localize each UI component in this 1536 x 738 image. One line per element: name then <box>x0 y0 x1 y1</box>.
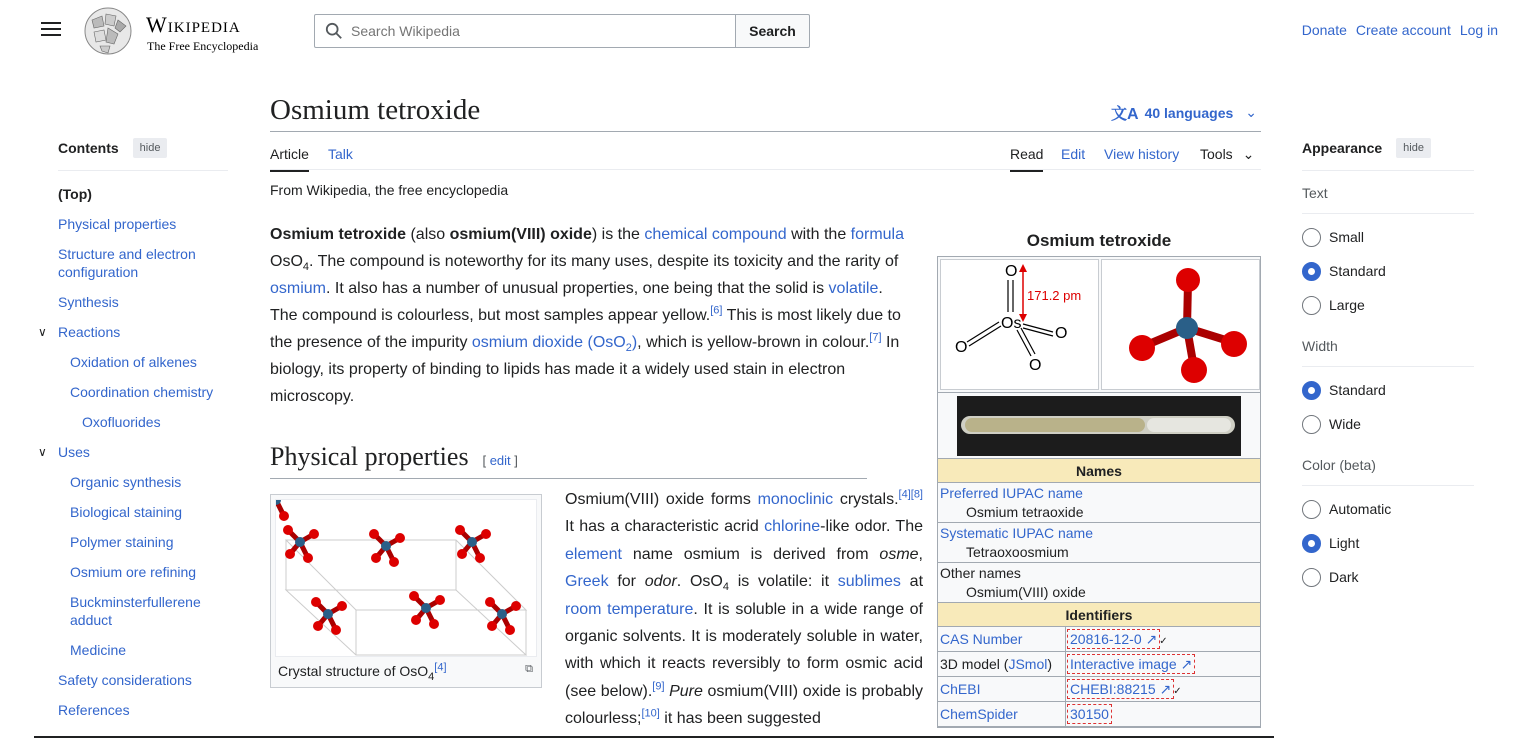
search-button[interactable]: Search <box>735 14 810 48</box>
infobox-frame <box>937 256 1261 728</box>
toc-item-oxidation-of-alkenes[interactable]: Oxidation of alkenes <box>70 354 197 370</box>
figure-caption <box>278 661 447 683</box>
main-menu-icon[interactable] <box>38 18 64 42</box>
text: Osmium(VIII) oxide forms <box>565 491 758 508</box>
appearance-hide-button[interactable]: hide <box>1396 138 1431 158</box>
link-chemical-compound[interactable]: chemical compound <box>644 226 787 243</box>
tools-label: Tools <box>1200 146 1233 162</box>
link-sublimes[interactable]: sublimes <box>837 573 901 591</box>
citation-7[interactable]: [7] <box>869 331 882 344</box>
tab-view-history[interactable]: View history <box>1104 146 1180 162</box>
table-of-contents <box>38 138 238 731</box>
3d-model-row <box>938 652 1260 677</box>
link-osmium-dioxide[interactable] <box>471 334 638 355</box>
section-heading-physical-properties <box>270 442 867 479</box>
main-content <box>270 90 1261 728</box>
check-icon: ✓ <box>1173 685 1182 697</box>
toc-item-polymer-staining[interactable]: Polymer staining <box>70 534 174 550</box>
structural-formula-image[interactable] <box>940 259 1099 390</box>
text: , which is yellow-brown in colour. <box>637 334 870 351</box>
3d-model-cell <box>1065 652 1260 677</box>
lead-paragraph <box>270 221 910 410</box>
link-text: CHEBI:88215 <box>1070 680 1156 697</box>
text: crystals. <box>833 491 899 508</box>
text: . It also has a number of unusual properties, one being that the solid is <box>326 280 829 297</box>
check-icon: ✓ <box>1159 635 1168 647</box>
toc-item-safety[interactable]: Safety considerations <box>58 672 192 688</box>
chembox-infobox <box>937 226 1261 728</box>
text: -like odor. The <box>820 518 923 536</box>
radio-button[interactable] <box>1302 500 1321 519</box>
svg-text:Os: Os <box>1001 315 1022 332</box>
preferred-iupac-name <box>938 483 1260 523</box>
svg-text:O: O <box>955 339 968 356</box>
toc-item-label: Reactions <box>58 324 121 340</box>
option-label: Wide <box>1329 416 1361 432</box>
toc-item-top[interactable]: (Top) <box>58 186 92 202</box>
toc-hide-button[interactable]: hide <box>133 138 168 158</box>
chemspider-value[interactable]: 30150 <box>1070 705 1109 722</box>
languages-button[interactable] <box>1111 101 1257 124</box>
toc-item-osmium-ore-refining[interactable]: Osmium ore refining <box>70 564 197 580</box>
chebi-cell <box>1065 677 1260 702</box>
tab-read[interactable]: Read <box>1010 146 1043 172</box>
sample-photo-drawing <box>957 396 1241 456</box>
link-osmium[interactable]: osmium <box>270 280 327 297</box>
crystal-structure-figure <box>270 494 542 688</box>
names-header: Names <box>938 459 1260 483</box>
toc-item-physical-properties[interactable]: Physical properties <box>58 216 177 232</box>
text: It has a characteristic acrid <box>565 518 765 536</box>
color-light-option[interactable] <box>1302 532 1474 554</box>
tab-talk[interactable]: Talk <box>328 146 353 162</box>
external-link-icon: ↗ <box>1176 655 1193 672</box>
option-label: Standard <box>1329 263 1386 279</box>
systematic-iupac-value: Tetraoxoosmium <box>966 544 1069 560</box>
caption-text: Crystal structure of OsO <box>278 663 429 679</box>
link-chlorine[interactable]: chlorine <box>764 518 821 536</box>
search-box[interactable] <box>314 14 736 48</box>
radio-button-selected[interactable] <box>1302 381 1321 400</box>
text: . The compound is colourless, but most samples appear yellow. <box>270 280 883 324</box>
interactive-image-link[interactable] <box>1068 655 1194 673</box>
cas-number-link[interactable]: CAS Number <box>940 631 1023 647</box>
text: (also <box>406 226 450 243</box>
link-monoclinic[interactable]: monoclinic <box>757 491 834 508</box>
italic-text: Pure <box>669 682 703 700</box>
ball-and-stick-drawing <box>1102 260 1259 390</box>
option-label: Standard <box>1329 382 1386 398</box>
title-row <box>270 90 1261 132</box>
page-tabs <box>270 132 1261 170</box>
chevron-down-icon: ⌄ <box>1242 146 1255 162</box>
search-input[interactable] <box>351 23 735 39</box>
systematic-iupac-name <box>938 523 1260 563</box>
jsmol-link[interactable]: JSmol <box>1008 656 1048 672</box>
cas-value-text: 20816-12-0 <box>1070 630 1142 647</box>
toc-item-reactions[interactable] <box>38 323 238 341</box>
svg-text:O: O <box>1029 357 1042 374</box>
subscript: 4 <box>302 261 310 274</box>
search-icon <box>325 22 343 40</box>
citation-6[interactable]: [6] <box>710 304 723 317</box>
option-label: Light <box>1329 535 1360 551</box>
citation-4[interactable]: [4] <box>434 661 447 674</box>
tools-menu[interactable] <box>1200 146 1254 163</box>
chemspider-link[interactable]: ChemSpider <box>940 706 1018 722</box>
bold-term: Osmium tetroxide <box>270 226 407 243</box>
text-large-option[interactable] <box>1302 294 1474 316</box>
label-text: ) <box>1047 656 1053 672</box>
toc-item-biological-staining[interactable]: Biological staining <box>70 504 183 520</box>
width-wide-option[interactable] <box>1302 413 1474 435</box>
toc-item-synthesis[interactable]: Synthesis <box>58 294 119 310</box>
enlarge-icon[interactable]: ⧉ <box>525 663 533 675</box>
radio-button[interactable] <box>1302 568 1321 587</box>
chebi-value[interactable] <box>1068 680 1173 698</box>
text: it has been suggested <box>659 710 821 728</box>
globe-logo-icon <box>82 6 136 56</box>
bold-term: osmium(VIII) oxide <box>449 226 592 243</box>
appearance-header <box>1302 138 1474 171</box>
citation-9[interactable]: [9] <box>652 680 665 693</box>
crystal-structure-drawing <box>276 500 538 658</box>
link-text: Interactive image <box>1070 655 1177 672</box>
appearance-title: Appearance <box>1302 140 1383 156</box>
radio-button[interactable] <box>1302 296 1321 315</box>
toc-item-coordination-chemistry[interactable]: Coordination chemistry <box>70 384 214 400</box>
link-text: ) <box>631 334 638 351</box>
text-size-label: Text <box>1302 185 1474 214</box>
color-dark-option[interactable] <box>1302 566 1474 588</box>
option-label: Automatic <box>1329 501 1392 517</box>
ball-and-stick-image[interactable] <box>1101 259 1260 390</box>
other-names-label: Other names <box>940 565 1021 581</box>
svg-text:O: O <box>1005 263 1018 280</box>
color-automatic-option[interactable] <box>1302 498 1474 520</box>
option-label: Large <box>1329 297 1365 313</box>
svg-text:O: O <box>1055 325 1068 342</box>
text: . The compound is noteworthy for its many uses, despite its toxicity and the rarity of <box>309 253 899 270</box>
width-standard-option[interactable] <box>1302 379 1474 401</box>
text: OsO <box>270 253 303 270</box>
systematic-iupac-link[interactable]: Systematic IUPAC name <box>940 525 1094 541</box>
text: . It is soluble in a wide range of organic solvents. It is moderately soluble in water, with which it reacts reversibly to form osmic acid (see below). <box>565 600 923 700</box>
wikipedia-wordmark: Wikipedia <box>146 12 241 37</box>
user-links <box>1302 22 1498 38</box>
text-size-group <box>1302 185 1474 316</box>
section-title: Physical properties <box>270 442 469 471</box>
cas-number-value[interactable] <box>1068 630 1159 648</box>
cas-number-row <box>938 627 1260 652</box>
text-standard-option[interactable] <box>1302 260 1474 282</box>
toc-item-uses[interactable] <box>38 443 238 461</box>
citation-4-8[interactable]: [4][8] <box>898 488 923 501</box>
width-label: Width <box>1302 338 1474 367</box>
text: at <box>900 573 924 591</box>
text: with the <box>786 226 851 243</box>
text: for <box>608 573 645 591</box>
identifiers-header: Identifiers <box>938 603 1260 627</box>
crystal-structure-image[interactable] <box>275 499 537 657</box>
bond-length-label: 171.2 pm <box>1027 288 1082 303</box>
chevron-down-icon[interactable]: ∨ <box>38 325 47 339</box>
other-names <box>938 563 1260 603</box>
text: . OsO <box>676 573 723 591</box>
option-label: Dark <box>1329 569 1359 585</box>
preferred-iupac-value: Osmium tetraoxide <box>966 504 1084 520</box>
infobox-images <box>938 257 1260 393</box>
toc-header <box>58 138 228 171</box>
radio-button[interactable] <box>1302 228 1321 247</box>
toc-item-label: Uses <box>58 444 90 460</box>
text: is volatile: it <box>729 573 838 591</box>
toc-item-oxofluorides[interactable]: Oxofluorides <box>82 414 161 430</box>
translate-icon: 文A <box>1111 106 1139 123</box>
italic-text: osme <box>879 545 919 563</box>
section-edit-link[interactable]: edit <box>489 453 511 468</box>
link-element[interactable]: element <box>565 545 622 563</box>
subscript: 2 <box>625 342 632 355</box>
toc-item-medicine[interactable]: Medicine <box>70 642 127 658</box>
text: This is most likely due to the presence of the impurity <box>270 307 901 351</box>
external-link-icon: ↗ <box>1141 630 1158 647</box>
external-link-icon: ↗ <box>1155 680 1172 697</box>
physical-properties-paragraph <box>565 486 923 733</box>
chevron-down-icon[interactable]: ∨ <box>38 445 47 459</box>
text-small-option[interactable] <box>1302 226 1474 248</box>
link-formula[interactable]: formula <box>850 226 905 243</box>
italic-text: odor <box>644 573 677 591</box>
create-account-link[interactable]: Create account <box>1355 22 1451 38</box>
sample-photo[interactable] <box>938 393 1260 459</box>
link-volatile[interactable]: volatile <box>828 280 879 297</box>
toc-item-organic-synthesis[interactable]: Organic synthesis <box>70 474 182 490</box>
text: , <box>918 545 923 563</box>
from-wikipedia-tagline: From Wikipedia, the free encyclopedia <box>270 182 509 198</box>
tab-article[interactable]: Article <box>270 146 309 172</box>
citation-10[interactable]: [10] <box>641 707 660 720</box>
3d-model-label <box>938 656 1065 672</box>
color-label: Color (beta) <box>1302 457 1474 486</box>
radio-button-selected[interactable] <box>1302 534 1321 553</box>
color-group <box>1302 457 1474 588</box>
wikipedia-tagline: The Free Encyclopedia <box>147 39 259 53</box>
link-room-temperature[interactable]: room temperature <box>565 600 694 618</box>
log-in-link[interactable]: Log in <box>1459 22 1498 38</box>
chemspider-cell <box>1065 702 1260 727</box>
toc-item-structure[interactable]: Structure and electron configuration <box>58 246 196 280</box>
toc-title: Contents <box>58 140 119 156</box>
text: name osmium is derived from <box>621 545 880 563</box>
page-title: Osmium tetroxide <box>270 94 481 126</box>
site-header <box>0 0 1536 62</box>
cas-number-cell <box>1065 627 1260 652</box>
tab-edit[interactable]: Edit <box>1061 146 1086 162</box>
text: In biology, its property of binding to lipids has made it a widely used stain in electron microscopy. <box>270 334 900 405</box>
donate-link[interactable]: Donate <box>1301 22 1347 38</box>
chevron-down-icon: ⌄ <box>1245 104 1257 120</box>
radio-button[interactable] <box>1302 415 1321 434</box>
other-names-value: Osmium(VIII) oxide <box>966 584 1086 600</box>
section-edit: [ edit ] <box>482 453 518 468</box>
toc-item-references[interactable]: References <box>58 702 130 718</box>
subscript: 4 <box>428 670 435 683</box>
radio-button-selected[interactable] <box>1302 262 1321 281</box>
wikipedia-logo[interactable] <box>82 6 282 56</box>
link-text: osmium dioxide (OsO <box>471 334 626 351</box>
label-text: 3D model ( <box>940 656 1009 672</box>
chebi-link[interactable]: ChEBI <box>940 681 981 697</box>
toc-item-buckminsterfullerene[interactable]: Buckminsterfullerene adduct <box>70 594 201 628</box>
text: osmium(VIII) oxide is probably colourless; <box>565 682 924 728</box>
link-greek[interactable]: Greek <box>565 573 609 591</box>
infobox-title: Osmium tetroxide <box>1026 231 1172 250</box>
chebi-row <box>938 677 1260 702</box>
width-group <box>1302 338 1474 435</box>
subscript: 4 <box>722 581 729 594</box>
languages-label: 40 languages <box>1144 104 1234 121</box>
toc-list <box>38 185 238 719</box>
chemspider-row <box>938 702 1260 727</box>
preferred-iupac-link[interactable]: Preferred IUPAC name <box>940 485 1083 501</box>
appearance-panel <box>1302 138 1474 588</box>
option-label: Small <box>1329 229 1365 245</box>
structural-formula-drawing <box>941 260 1098 390</box>
text: ) is the <box>591 226 645 243</box>
